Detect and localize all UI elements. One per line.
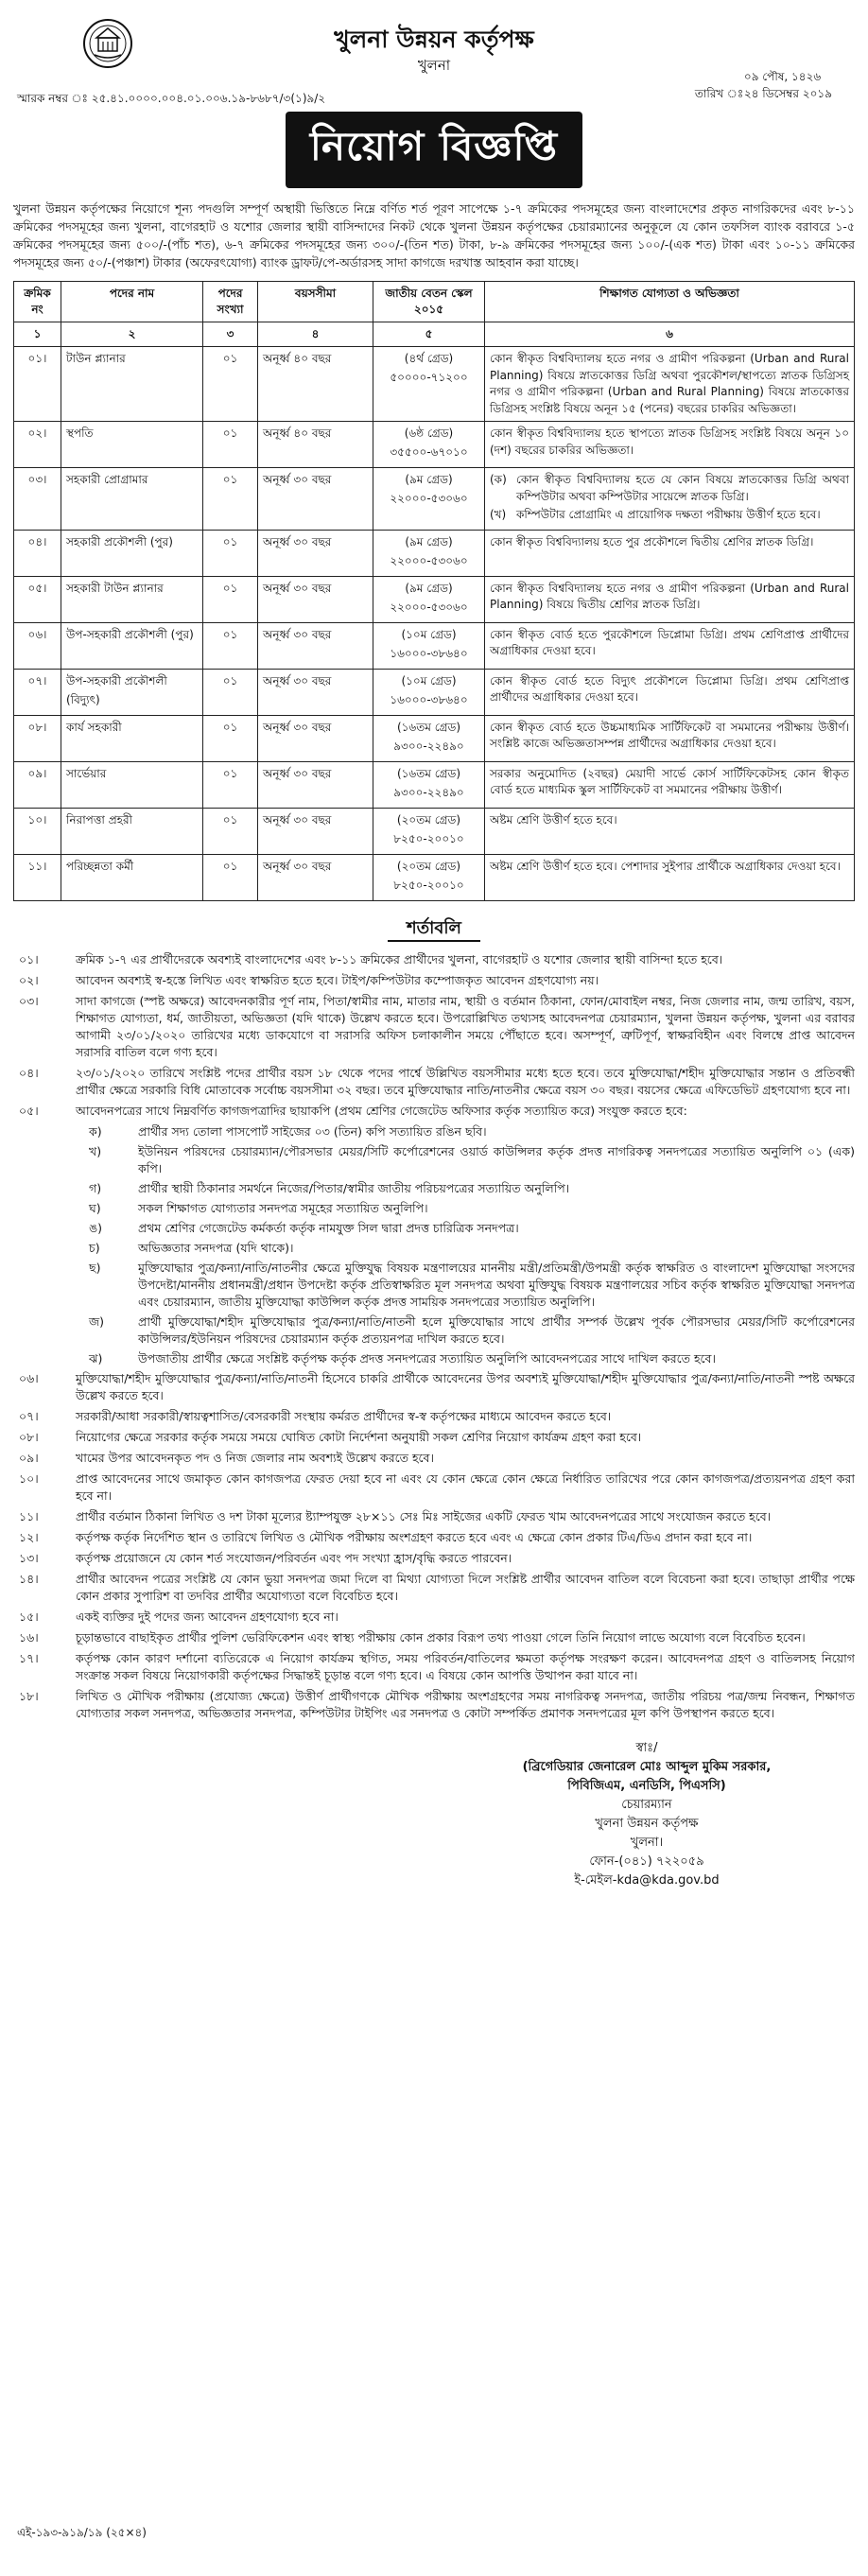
condition-subitems xyxy=(70,1123,855,1367)
cell-scale: (১৬তম গ্রেড) ৯৩০০-২২৪৯০ xyxy=(373,761,485,808)
table-header-row xyxy=(14,282,855,322)
condition-number: ১২। xyxy=(19,1529,39,1544)
date-bangla: ০৯ পৌষ, ১৪২৬ xyxy=(743,70,822,83)
cell-scale: (২০তম গ্রেড) ৮২৫০-২০০১০ xyxy=(373,808,485,854)
jobs-table xyxy=(13,281,855,901)
colnum: ৬ xyxy=(485,322,855,347)
sign-prefix: স্বাঃ/ xyxy=(635,1740,658,1755)
memo-number: স্মারক নম্বর ঃ ২৫.৪১.০০০০.০০৪.০১.০০৬.১৯-৮৬৮৭/৩(১)৯/২ xyxy=(17,92,326,105)
subitem-text: প্রার্থী মুক্তিযোদ্ধা/শহীদ মুক্তিযোদ্ধার পুত্র/কন্যা/নাতি/নাতনী হলে মুক্তিযোদ্ধার সাথে প্রার্থীর সম্পর্ক উল্লেখ পূর্বক পৌরসভার মেয়র/সিটি কর্পোরেশনের কাউন্সিলর/ইউনিয়ন পরিষদের চেয়ারম্যান কর্তৃক প্রত্যয়নপত্র দাখিল করতে হবে। xyxy=(138,1314,855,1346)
subitem-key: গ) xyxy=(89,1180,102,1195)
condition-number: ১৪। xyxy=(19,1571,39,1586)
table-row xyxy=(14,422,855,468)
cell-count: ০১ xyxy=(203,715,258,761)
condition-text: সাদা কাগজে (স্পষ্ট অক্ষরে) আবেদনকারীর পূর্ণ নাম, পিতা/স্বামীর নাম, মাতার নাম, স্থায়ী ও বর্তমান ঠিকানা, ফোন/মোবাইল নম্বর, নিজ জেলার নাম, জন্ম তারিখ, বয়স, শিক্ষাগত যোগ্যতা, ধর্ম, জাতীয়তা, অভিজ্ঞতা (যদি থাকে) উল্লেখ করতে হবে। উপরোল্লিখিত তথ্যসহ আবেদনপত্র চেয়ারম্যান, খুলনা উন্নয়ন কর্তৃপক্ষ, খুলনা এর বরাবর আগামী ২৩/০১/২০২০ তারিখের মধ্যে ডাকযোগে বা সরাসরি অফিস চলাকালীন সময়ে পৌঁছাতে হবে। অসম্পূর্ণ, ত্রুটিপূর্ণ, স্বাক্ষরবিহীন এবং বিলম্বে প্রাপ্ত আবেদন সরাসরি বাতিল বলে গণ্য হবে। xyxy=(76,993,855,1059)
signatory-designation: চেয়ারম্যান xyxy=(621,1797,672,1812)
condition-number: ১৬। xyxy=(19,1629,39,1645)
table-row xyxy=(14,808,855,854)
cell-age: অনূর্ধ্ব ৩০ বছর xyxy=(258,468,373,531)
cell-post: কার্য সহকারী xyxy=(61,715,203,761)
condition-text: ২৩/০১/২০২০ তারিখে সংশ্লিষ্ট পদের প্রার্থীর বয়স ১৮ থেকে পদের পার্শ্বে উল্লিখিত বয়সসীমার মধ্যে হতে হবে। তবে মুক্তিযোদ্ধা/শহীদ মুক্তিযোদ্ধার সন্তান ও প্রতিবন্ধী প্রার্থীর ক্ষেত্রে সরকারি বিধি মোতাবেক সর্বোচ্চ বয়সসীমা ৩২ বছর। তবে মুক্তিযোদ্ধার নাতি/নাতনীর ক্ষেত্রে বয়স ৩০ বছর। বয়সের ক্ষেত্রে এফিডেভিট গ্রহণযোগ্য হবে না। xyxy=(76,1065,855,1097)
subitem-key: ঘ) xyxy=(89,1200,101,1215)
subitem-key: ক) xyxy=(89,1123,102,1139)
colnum: ৪ xyxy=(258,322,373,347)
condition-number: ১৭। xyxy=(19,1650,39,1665)
condition-item xyxy=(13,972,855,989)
table-row xyxy=(14,347,855,422)
condition-text: প্রার্থীর আবেদন পত্রের সংশ্লিষ্ট যে কোন ভুয়া সনদপত্র জমা দিলে বা মিথ্যা যোগ্যতা দিলে সংশ্লিষ্ট প্রার্থীর আবেদন বাতিল বলে বিবেচনা করা হবে। তাছাড়া প্রার্থীর পক্ষে কোন প্রকার সুপারিশ বা তদবির প্রার্থীর অযোগ্যতা বলে বিবেচিত হবে। xyxy=(76,1571,855,1603)
subitem-text: সকল শিক্ষাগত যোগ্যতার সনদপত্র সমূহের সত্যায়িত অনুলিপি। xyxy=(138,1200,428,1215)
cell-count: ০১ xyxy=(203,854,258,900)
table-row xyxy=(14,468,855,531)
subitem-text: কোন স্বীকৃত বিশ্ববিদ্যালয় হতে যে কোন বিষয়ে স্নাতকোত্তর ডিগ্রি অথবা কম্পিউটার অথবা কম্পিউটার সায়েন্সে স্নাতক ডিগ্রি। xyxy=(516,473,849,503)
condition-item xyxy=(13,1550,855,1567)
cell-scale: (২০তম গ্রেড) ৮২৫০-২০০১০ xyxy=(373,854,485,900)
cell-scale: (১০ম গ্রেড) ১৬০০০-৩৮৬৪০ xyxy=(373,669,485,715)
intro-paragraph: খুলনা উন্নয়ন কর্তৃপক্ষের নিয়োগে শূন্য পদগুলি সম্পূর্ণ অস্থায়ী ভিত্তিতে নিম্নে বর্ণিত শর্ত পূরণ সাপেক্ষে ১-৭ ক্রমিকের পদসমূহের জন্য বাংলাদেশের প্রকৃত নাগরিকদের এবং ৮-১১ ক্রমিকের পদসমূহের জন্য খুলনা, বাগেরহাট ও যশোর জেলার স্থায়ী বাসিন্দাদের নিকট থেকে খুলনা উন্নয়ন কর্তৃপক্ষের চেয়ারম্যানের অনুকূলে যে কোন তফসিল ব্যাংক বরাবরে ১-৫ ক্রমিকের পদসমূহের জন্য ৫০০/-(পাঁচ শত), ৬-৭ ক্রমিকের পদসমূহের জন্য ৩০০/-(তিন শত) টাকা, ৮-৯ ক্রমিকের পদসমূহের জন্য ১০০/-(এক শত) টাকা এবং ১০-১১ ক্রমিকের পদসমূহের জন্য ৫০/-(পঞ্চাশ) টাকার (অফেরৎযোগ্য) ব্যাংক ড্রাফট/পে-অর্ডারসহ সাদা কাগজে দরখাস্ত আহবান করা যাচ্ছে। xyxy=(13,201,855,270)
signatory-email: ই-মেইল-kda@kda.gov.bd xyxy=(574,1872,720,1888)
condition-number: ০১। xyxy=(19,951,39,966)
signatory-name: (ব্রিগেডিয়ার জেনারেল মোঃ আব্দুল মুকিম সরকার, xyxy=(522,1759,772,1774)
table-colnum-row xyxy=(14,322,855,347)
subitem-key: ছ) xyxy=(89,1260,101,1275)
cell-sl: ১১। xyxy=(14,854,61,900)
subitem-key: ঝ) xyxy=(89,1350,103,1366)
cell-count: ০১ xyxy=(203,808,258,854)
condition-text: প্রাপ্ত আবেদনের সাথে জমাকৃত কোন কাগজপত্র ফেরত দেয়া হবে না এবং যে কোন ক্ষেত্রে কোন ক্ষেত্রে নির্ধারিত তারিখের পরে কোন কাগজপত্র/প্রত্যয়নপত্র গ্রহণ করা হবে না। xyxy=(76,1471,855,1503)
condition-item xyxy=(13,1429,855,1446)
condition-number: ০৪। xyxy=(19,1065,39,1080)
cell-post: সহকারী টাউন প্ল্যানার xyxy=(61,576,203,622)
cell-sl: ০৭। xyxy=(14,669,61,715)
cell-sl: ০৬। xyxy=(14,622,61,669)
condition-text: একই ব্যক্তির দুই পদের জন্য আবেদন গ্রহণযোগ্য হবে না। xyxy=(76,1609,339,1624)
cell-sl: ০২। xyxy=(14,422,61,468)
cell-age: অনূর্ধ্ব ৪০ বছর xyxy=(258,347,373,422)
condition-number: ১৫। xyxy=(19,1609,39,1624)
subitem-text: কম্পিউটার প্রোগ্রামিং এ প্রায়োগিক দক্ষতা পরীক্ষায় উত্তীর্ণ হতে হবে। xyxy=(516,508,821,521)
colnum: ৫ xyxy=(373,322,485,347)
condition-number: ১০। xyxy=(19,1471,39,1486)
signatory-org: খুলনা উন্নয়ন কর্তৃপক্ষ xyxy=(595,1816,699,1831)
requirement-subitem xyxy=(490,472,849,505)
condition-number: ০৯। xyxy=(19,1450,39,1465)
condition-item xyxy=(13,951,855,968)
condition-subitem xyxy=(70,1180,855,1197)
condition-text: কর্তৃপক্ষ কর্তৃক নির্দেশিত স্থান ও তারিখে লিখিত ও মৌখিক পরীক্ষায় অংশগ্রহণ করতে হবে এবং এ ক্ষেত্রে কোন প্রকার টিএ/ডিএ প্রদান করা হবে না। xyxy=(76,1529,753,1544)
condition-text: কর্তৃপক্ষ কোন কারণ দর্শানো ব্যতিরেকে এ নিয়োগ কার্যক্রম স্থগিত, সময় পরিবর্তন/বাতিলের ক্ষমতা কর্তৃপক্ষ সংরক্ষণ করেন। আবেদনপত্র গ্রহণ ও বাতিলসহ নিয়োগ সংক্রান্ত সকল বিষয়ে নিয়োগকারী কর্তৃপক্ষের সিদ্ধান্তই চূড়ান্ত বলে গণ্য হবে। এ বিষয়ে কোন আপত্তি উত্থাপন করা যাবে না। xyxy=(76,1650,855,1682)
conditions-list xyxy=(13,951,855,1722)
condition-text: প্রার্থীর বর্তমান ঠিকানা লিখিত ও দশ টাকা মূল্যের ষ্ট্যাম্পযুক্ত ২৮×১১ সেঃ মিঃ সাইজের একটি ফেরত খাম আবেদনপত্রের সাথে সংযোজন করতে হবে। xyxy=(76,1508,772,1523)
table-row xyxy=(14,854,855,900)
cell-count: ০১ xyxy=(203,576,258,622)
table-row xyxy=(14,669,855,715)
cell-count: ০১ xyxy=(203,669,258,715)
cell-count: ০১ xyxy=(203,530,258,576)
cell-sl: ০৮। xyxy=(14,715,61,761)
header-scale: জাতীয় বেতন স্কেল ২০১৫ xyxy=(373,282,485,322)
cell-post: সহকারী প্রোগ্রামার xyxy=(61,468,203,531)
header-age: বয়সসীমা xyxy=(258,282,373,322)
condition-text: সরকারী/আধা সরকারী/স্বায়ত্বশাসিত/বেসরকারী সংস্থায় কর্মরত প্রার্থীদের স্ব-স্ব কর্তৃপক্ষের মাধ্যমে আবেদন করতে হবে। xyxy=(76,1408,612,1423)
condition-number: ১১। xyxy=(19,1508,39,1523)
condition-item xyxy=(13,1571,855,1605)
cell-requirement: অষ্টম শ্রেণি উত্তীর্ণ হতে হবে। পেশাদার সুইপার প্রার্থীকে অগ্রাধিকার দেওয়া হবে। xyxy=(485,854,855,900)
requirement-subitem xyxy=(490,507,849,524)
cell-scale: (১৬তম গ্রেড) ৯৩০০-২২৪৯০ xyxy=(373,715,485,761)
cell-sl: ০১। xyxy=(14,347,61,422)
org-name: খুলনা উন্নয়ন কর্তৃপক্ষ xyxy=(334,26,534,53)
org-city: খুলনা xyxy=(417,57,451,74)
condition-item xyxy=(13,1103,855,1120)
cell-requirement: কোন স্বীকৃত বিশ্ববিদ্যালয় হতে পুর প্রকৌশলে দ্বিতীয় শ্রেণির স্নাতক ডিগ্রি। xyxy=(485,530,855,576)
colnum: ১ xyxy=(14,322,61,347)
cell-scale: (৯ম গ্রেড) ২২০০০-৫৩০৬০ xyxy=(373,576,485,622)
cell-sl: ০৫। xyxy=(14,576,61,622)
condition-item xyxy=(13,1065,855,1099)
cell-age: অনূর্ধ্ব ৩০ বছর xyxy=(258,622,373,669)
condition-text: কর্তৃপক্ষ প্রয়োজনে যে কোন শর্ত সংযোজন/পরিবর্তন এবং পদ সংখ্যা হ্রাস/বৃদ্ধি করতে পারবেন। xyxy=(76,1550,512,1565)
date-label: তারিখ ঃ xyxy=(694,87,744,100)
condition-subitem xyxy=(70,1200,855,1217)
condition-subitem xyxy=(70,1350,855,1367)
cell-sl: ০৯। xyxy=(14,761,61,808)
cell-requirement: সরকার অনুমোদিত (২বছর) মেয়াদী সার্ভে কোর্স সার্টিফিকেটসহ কোন স্বীকৃত বোর্ড হতে মাধ্যমিক স্কুল সার্টিফিকেট বা সমমানের পরীক্ষায় উত্তীর্ণ। xyxy=(485,761,855,808)
condition-text: খামের উপর আবেদনকৃত পদ ও নিজ জেলার নাম অবশ্যই উল্লেখ করতে হবে। xyxy=(76,1450,434,1465)
condition-subitem xyxy=(70,1314,855,1348)
condition-text: নিয়োগের ক্ষেত্রে সরকার কর্তৃক সময়ে সময়ে ঘোষিত কোটা নির্দেশনা অনুযায়ী সকল শ্রেণির নিয়োগ কার্যক্রম গ্রহণ করা হবে। xyxy=(76,1429,642,1444)
cell-age: অনূর্ধ্ব ৩০ বছর xyxy=(258,530,373,576)
table-row xyxy=(14,530,855,576)
cell-count: ০১ xyxy=(203,422,258,468)
cell-requirement: কোন স্বীকৃত বোর্ড হতে বিদ্যুৎ প্রকৌশলে ডিপ্লোমা ডিগ্রি। প্রথম শ্রেণিপ্রাপ্ত প্রার্থীদের অগ্রাধিকার দেওয়া হবে। xyxy=(485,669,855,715)
condition-item xyxy=(13,1629,855,1646)
subitem-text: মুক্তিযোদ্ধার পুত্র/কন্যা/নাতি/নাতনীর ক্ষেত্রে মুক্তিযুদ্ধ বিষয়ক মন্ত্রণালয়ের মাননীয় মন্ত্রী/প্রতিমন্ত্রী/উপমন্ত্রী কর্তৃক স্বাক্ষরিত ও বাংলাদেশ মুক্তিযোদ্ধা সংসদের উপদেষ্টা/মাননীয় প্রধানমন্ত্রী/প্রধান উপদেষ্টা কর্তৃক প্রতিস্বাক্ষরিত মূল সনদপত্র অথবা মুক্তিযুদ্ধ বিষয়ক মন্ত্রণালয়ের সচিব কর্তৃক স্বাক্ষরিত মুক্তিযোদ্ধা সনদপত্র এবং চেয়ারম্যান, জাতীয় মুক্তিযোদ্ধা কাউন্সিল কর্তৃক প্রদত্ত সাময়িক সনদপত্রের সত্যায়িত অনুলিপি। xyxy=(138,1260,855,1309)
cell-sl: ০৪। xyxy=(14,530,61,576)
header-sl: ক্রমিক নং xyxy=(14,282,61,322)
condition-number: ১৩। xyxy=(19,1550,39,1565)
subitem-text: উপজাতীয় প্রার্থীর ক্ষেত্রে সংশ্লিষ্ট কর্তৃপক্ষ কর্তৃক প্রদত্ত সনদপত্রের সত্যায়িত অনুলিপি আবেদনপত্রের সাথে দাখিল করতে হবে। xyxy=(138,1350,716,1366)
cell-post: পরিচ্ছন্নতা কর্মী xyxy=(61,854,203,900)
date-english: ২৪ ডিসেম্বর ২০১৯ xyxy=(743,87,832,100)
cell-age: অনূর্ধ্ব ৩০ বছর xyxy=(258,808,373,854)
condition-number: ০২। xyxy=(19,972,39,987)
subitem-text: প্রথম শ্রেণির গেজেটেড কর্মকর্তা কর্তৃক নামযুক্ত সিল দ্বারা প্রদত্ত চারিত্রিক সনদপত্র। xyxy=(138,1220,519,1235)
signatory-city: খুলনা। xyxy=(630,1835,664,1850)
table-row xyxy=(14,761,855,808)
issue-date xyxy=(695,68,832,102)
cell-post: উপ-সহকারী প্রকৌশলী (পুর) xyxy=(61,622,203,669)
cell-post: নিরাপত্তা প্রহরী xyxy=(61,808,203,854)
condition-text: লিখিত ও মৌখিক পরীক্ষায় (প্রযোজ্য ক্ষেত্রে) উত্তীর্ণ প্রার্থীগণকে মৌখিক পরীক্ষায় অংশগ্রহণের সময় নাগরিকত্ব সনদপত্র, জাতীয় পরিচয় পত্র/জন্ম নিবন্ধন, শিক্ষাগত যোগ্যতার সকল সনদপত্র, অভিজ্ঞতার সনদপত্র, কম্পিউটার টাইপিং এর সনদপত্র ও কোটা সম্পর্কিত প্রমাণক সনদপত্রের মূল কপি উপস্থাপন করতে হবে। xyxy=(76,1688,855,1720)
condition-number: ১৮। xyxy=(19,1688,39,1703)
subitem-key: চ) xyxy=(89,1240,100,1255)
cell-post: সহকারী প্রকৌশলী (পুর) xyxy=(61,530,203,576)
table-row xyxy=(14,576,855,622)
cell-post: সার্ভেয়ার xyxy=(61,761,203,808)
condition-item xyxy=(13,1408,855,1425)
condition-item xyxy=(13,1688,855,1722)
cell-age: অনূর্ধ্ব ৩০ বছর xyxy=(258,669,373,715)
subitem-text: ইউনিয়ন পরিষদের চেয়ারম্যান/পৌরসভার মেয়র/সিটি কর্পোরেশনের ওয়ার্ড কাউন্সিলর কর্তৃক প্রদত্ত নাগরিকত্ব সনদপত্রের সত্যায়িত অনুলিপি ০১ (এক) কপি। xyxy=(138,1143,855,1175)
condition-item xyxy=(13,1471,855,1505)
condition-subitem xyxy=(70,1123,855,1140)
cell-requirement: অষ্টম শ্রেণি উত্তীর্ণ হতে হবে। xyxy=(485,808,855,854)
condition-item xyxy=(13,1450,855,1467)
cell-age: অনূর্ধ্ব ৪০ বছর xyxy=(258,422,373,468)
cell-scale: (৯ম গ্রেড) ২২০০০-৫৩০৬০ xyxy=(373,530,485,576)
cell-sl: ০৩। xyxy=(14,468,61,531)
subitem-key: খ) xyxy=(89,1143,102,1158)
condition-text: ক্রমিক ১-৭ এর প্রার্থীদেরকে অবশ্যই বাংলাদেশের এবং ৮-১১ ক্রমিকের প্রার্থীদের খুলনা, বাগেরহাট ও যশোর জেলার স্থায়ী বাসিন্দা হতে হবে। xyxy=(76,951,723,966)
condition-subitem xyxy=(70,1260,855,1311)
cell-requirement: কোন স্বীকৃত বোর্ড হতে উচ্চমাধ্যমিক সার্টিফিকেট বা সমমানের পরীক্ষায় উত্তীর্ণ। সংশ্লিষ্ট কাজে অভিজ্ঞতাসম্পন্ন প্রার্থীদের অগ্রাধিকার দেওয়া হবে। xyxy=(485,715,855,761)
condition-text: আবেদনপত্রের সাথে নিম্নবর্ণিত কাগজপত্রাদির ছায়াকপি (প্রথম শ্রেণির গেজেটেড অফিসার কর্তৃক সত্যায়িত করে) সংযুক্ত করতে হবে: xyxy=(76,1103,687,1118)
condition-number: ০৮। xyxy=(19,1429,39,1444)
condition-subitem xyxy=(70,1143,855,1177)
condition-item xyxy=(13,1508,855,1525)
condition-number: ০৭। xyxy=(19,1408,39,1423)
condition-number: ০৩। xyxy=(19,993,39,1008)
colnum: ২ xyxy=(61,322,203,347)
signature-block xyxy=(477,1739,817,1890)
cell-scale: (৬ষ্ঠ গ্রেড) ৩৫৫০০-৬৭০১০ xyxy=(373,422,485,468)
cell-post: স্থপতি xyxy=(61,422,203,468)
cell-scale: (৪র্থ গ্রেড) ৫০০০০-৭১২০০ xyxy=(373,347,485,422)
header xyxy=(13,0,855,105)
condition-subitem xyxy=(70,1220,855,1237)
notice-title: নিয়োগ বিজ্ঞপ্তি xyxy=(286,112,582,188)
cell-requirement: কোন স্বীকৃত বিশ্ববিদ্যালয় হতে স্থাপত্যে স্নাতক ডিগ্রিসহ সংশ্লিষ্ট বিষয়ে অনূন ১০ (দশ) বছরের চাকরির অভিজ্ঞতা। xyxy=(485,422,855,468)
subitem-key: (ক) xyxy=(490,473,507,486)
cell-age: অনূর্ধ্ব ৩০ বছর xyxy=(258,761,373,808)
condition-subitem xyxy=(70,1240,855,1257)
footer-code: এই-১৯৩-৯১৯/১৯ (২৫×৪) xyxy=(17,2526,147,2539)
cell-post: টাউন প্ল্যানার xyxy=(61,347,203,422)
cell-sl: ১০। xyxy=(14,808,61,854)
cell-age: অনূর্ধ্ব ৩০ বছর xyxy=(258,576,373,622)
condition-item xyxy=(13,1650,855,1684)
cell-count: ০১ xyxy=(203,468,258,531)
subitem-key: ঙ) xyxy=(89,1220,103,1235)
cell-count: ০১ xyxy=(203,761,258,808)
cell-age: অনূর্ধ্ব ৩০ বছর xyxy=(258,854,373,900)
cell-requirement: কোন স্বীকৃত বিশ্ববিদ্যালয় হতে নগর ও গ্রামীণ পরিকল্পনা (Urban and Rural Planning) বিষয়ে দ্বিতীয় শ্রেণির স্নাতক ডিগ্রি। xyxy=(485,576,855,622)
subitem-text: অভিজ্ঞতার সনদপত্র (যদি থাকে)। xyxy=(138,1240,294,1255)
condition-number: ০৬। xyxy=(19,1370,39,1385)
condition-item xyxy=(13,1529,855,1546)
cell-requirement xyxy=(485,468,855,531)
condition-number: ০৫। xyxy=(19,1103,39,1118)
subitem-key: (খ) xyxy=(490,508,507,521)
subitem-text: প্রার্থীর স্থায়ী ঠিকানার সমর্থনে নিজের/পিতার/স্বামীর জাতীয় পরিচয়পত্রের সত্যায়িত অনুলিপি। xyxy=(138,1180,570,1195)
cell-post: উপ-সহকারী প্রকৌশলী (বিদ্যুৎ) xyxy=(61,669,203,715)
condition-text: চূড়ান্তভাবে বাছাইকৃত প্রার্থীর পুলিশ ভেরিফিকেশন এবং স্বাস্থ্য পরীক্ষায় কোন প্রকার বিরূপ তথ্য পাওয়া গেলে তিনি নিয়োগ লাভে অযোগ্য বলে বিবেচিত হবেন। xyxy=(76,1629,806,1645)
condition-item xyxy=(13,1609,855,1626)
conditions-title: শর্তাবলি xyxy=(388,918,480,942)
subitem-text: প্রার্থীর সদ্য তোলা পাসপোর্ট সাইজের ০৩ (তিন) কপি সত্যায়িত রঙিন ছবি। xyxy=(138,1123,487,1139)
cell-scale: (৯ম গ্রেড) ২২০০০-৫৩০৬০ xyxy=(373,468,485,531)
condition-text: আবেদন অবশ্যই স্ব-হস্তে লিখিত এবং স্বাক্ষরিত হতে হবে। টাইপ/কম্পিউটার কম্পোজকৃত আবেদন গ্রহণযোগ্য নয়। xyxy=(76,972,599,987)
cell-requirement: কোন স্বীকৃত বিশ্ববিদ্যালয় হতে নগর ও গ্রামীণ পরিকল্পনা (Urban and Rural Planning) বিষয়ে স্নাতকোত্তর ডিগ্রি অথবা পুরকৌশল/স্থাপত্যে স্নাতক ডিগ্রিসহ নগর ও গ্রামীণ পরিকল্পনা (Urban and Rural Planning) বিষয়ে স্নাতকোত্তর ডিগ্রিসহ সংশ্লিষ্ট বিষয়ে অনূন ১৫ (পনের) বছরের চাকরির অভিজ্ঞতা। xyxy=(485,347,855,422)
cell-scale: (১০ম গ্রেড) ১৬০০০-৩৮৬৪০ xyxy=(373,622,485,669)
cell-count: ০১ xyxy=(203,622,258,669)
table-row xyxy=(14,715,855,761)
header-requirement: শিক্ষাগত যোগ্যতা ও অভিজ্ঞতা xyxy=(485,282,855,322)
signatory-titles: পিবিজিএম, এনডিসি, পিএসসি) xyxy=(567,1778,726,1793)
cell-requirement: কোন স্বীকৃত বোর্ড হতে পুরকৌশলে ডিপ্লোমা ডিগ্রি। প্রথম শ্রেণিপ্রাপ্ত প্রার্থীদের অগ্রাধিকার দেওয়া হবে। xyxy=(485,622,855,669)
colnum: ৩ xyxy=(203,322,258,347)
signatory-phone: ফোন-(০৪১) ৭২২০৫৯ xyxy=(589,1854,704,1869)
condition-item xyxy=(13,993,855,1061)
condition-text: মুক্তিযোদ্ধা/শহীদ মুক্তিযোদ্ধার পুত্র/কন্যা/নাতি/নাতনী হিসেবে চাকরি প্রার্থীকে আবেদনের উপর অবশ্যই মুক্তিযোদ্ধা/শহীদ মুক্তিযোদ্ধার পুত্র/কন্যা/নাতি/নাতনী স্পষ্ট অক্ষরে উল্লেখ করতে হবে। xyxy=(76,1370,855,1402)
subitem-key: জ) xyxy=(89,1314,105,1329)
cell-count: ০১ xyxy=(203,347,258,422)
condition-item xyxy=(13,1370,855,1404)
header-count: পদের সংখ্যা xyxy=(203,282,258,322)
header-post: পদের নাম xyxy=(61,282,203,322)
cell-age: অনূর্ধ্ব ৩০ বছর xyxy=(258,715,373,761)
table-row xyxy=(14,622,855,669)
